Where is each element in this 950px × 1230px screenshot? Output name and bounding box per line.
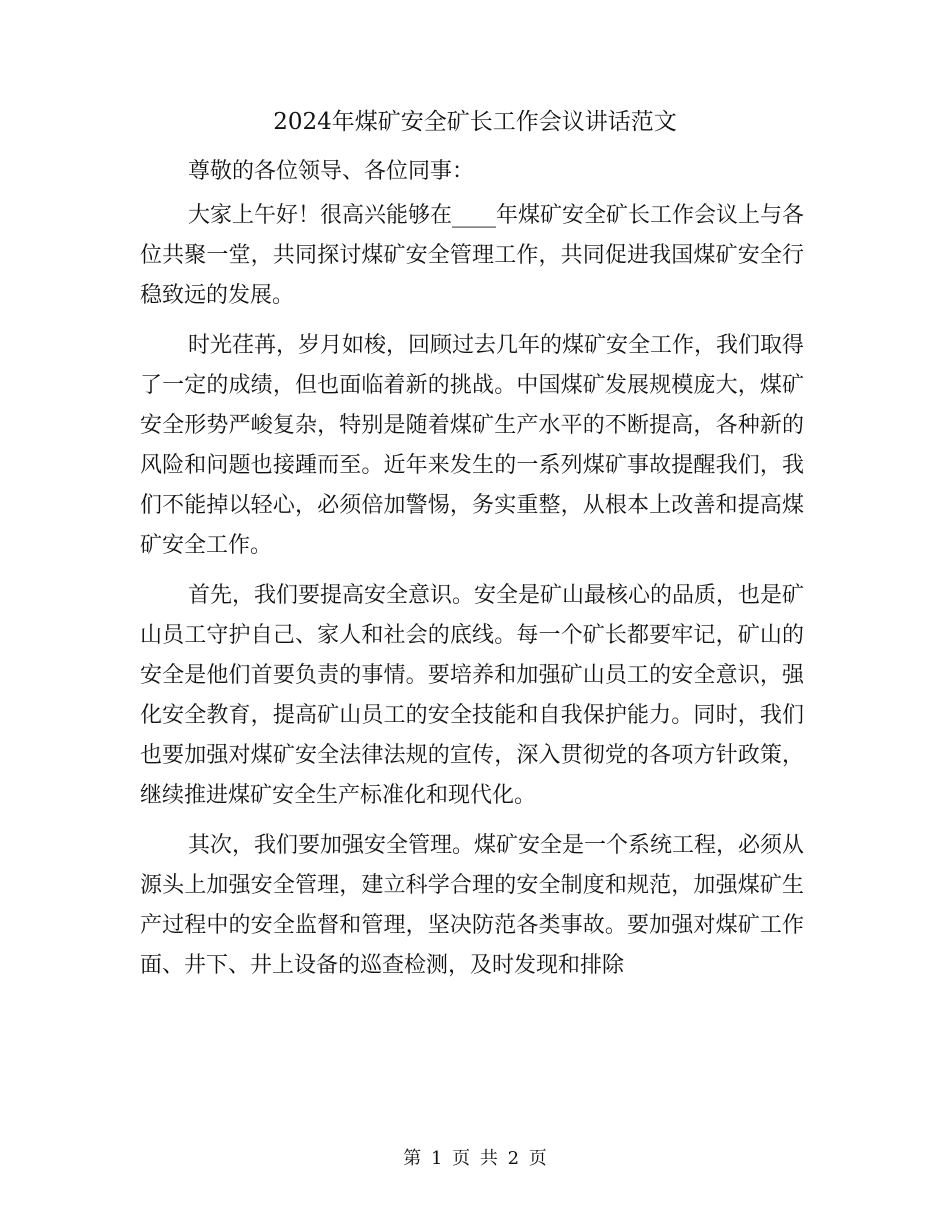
document-title: 2024年煤矿安全矿长工作会议讲话范文 [273,109,677,135]
body-paragraph: 大家上午好！很高兴能够在____年煤矿安全矿长工作会议上与各位共聚一堂，共同探讨煤矿安全管理工作，共同促进我国煤矿安全行稳致远的发展。 [140,203,805,308]
document-body [140,152,804,996]
body-paragraph: 其次，我们要加强安全管理。煤矿安全是一个系统工程，必须从源头上加强安全管理，建立科学合理的安全制度和规范，加强煤矿生产过程中的安全监督和管理，坚决防范各类事故。要加强对煤矿工作面、井下、井上设备的巡查检测，及时发现和排除 [140,833,805,978]
body-paragraph: 首先，我们要提高安全意识。安全是矿山最核心的品质，也是矿山员工守护自己、家人和社会的底线。每一个矿长都要牢记，矿山的安全是他们首要负责的事情。要培养和加强矿山员工的安全意识，强化安全教育，提高矿山员工的安全技能和自我保护能力。同时，我们也要加强对煤矿安全法律法规的宣传，深入贯彻党的各项方针政策，继续推进煤矿安全生产标准化和现代化。 [140,583,805,808]
salutation-paragraph: 尊敬的各位领导、各位同事： [188,159,475,184]
body-paragraph: 时光荏苒，岁月如梭，回顾过去几年的煤矿安全工作，我们取得了一定的成绩，但也面临着新的挑战。中国煤矿发展规模庞大，煤矿安全形势严峻复杂，特别是随着煤矿生产水平的不断提高，各种新的风险和问题也接踵而至。近年来发生的一系列煤矿事故提醒我们，我们不能掉以轻心，必须倍加警惕，务实重整，从根本上改善和提高煤矿安全工作。 [140,333,805,558]
page-number-footer: 第 1 页 共 2 页 [403,1148,547,1169]
